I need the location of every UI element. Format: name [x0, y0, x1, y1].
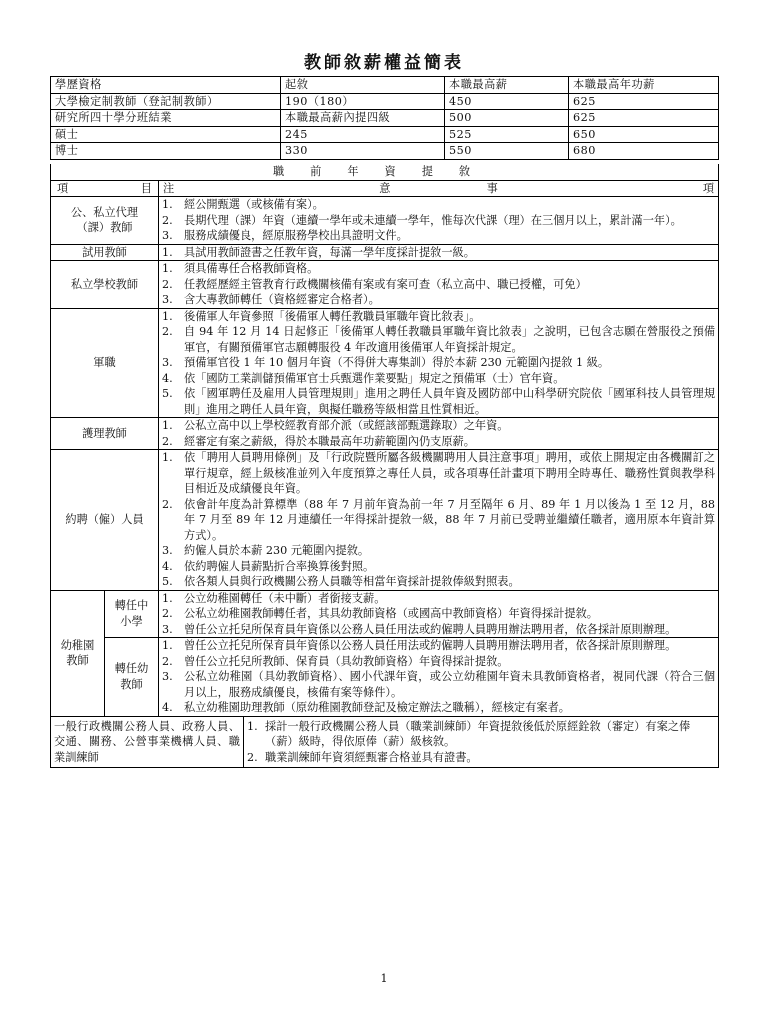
salary-row — [51, 110, 719, 127]
note-item — [162, 654, 715, 670]
note-item — [162, 292, 715, 308]
group-label: 公、私立代理（課）教師 — [51, 197, 159, 245]
note-number: 4. — [162, 559, 173, 573]
note-text: 服務成績優良，經原服務學校出具證明文件。 — [184, 229, 408, 242]
group-notes — [159, 450, 719, 591]
salary-row — [51, 126, 719, 143]
note-item — [162, 197, 715, 213]
col-note-right: 項 — [702, 181, 715, 195]
note-text: 自 94 年 12 月 14 日起修正「後備軍人轉任教職員軍職年資比敘表」之說明，已包含志願在營服役之預備軍官，有關預備軍官志願轉服役 4 年改適用後備軍人年資採計規定。 — [184, 325, 716, 354]
group-row — [51, 418, 719, 450]
kindergarten-label: 幼稚園教師 — [51, 590, 105, 716]
col-item-right: 目 — [140, 181, 152, 195]
note-text: 依約聘僱人員薪點折合率換算後對照。 — [184, 559, 375, 573]
note-list — [162, 309, 715, 418]
note-item — [162, 434, 715, 450]
note-text: 曾任公立托兒所教師、保育員（具幼教師資格）年資得採計提敘。 — [184, 654, 509, 668]
note-text: 公私立幼稚園教師轉任者，其具幼教師資格（或國高中教師資格）年資得採計提敘。 — [184, 607, 598, 620]
kindergarten-row — [51, 638, 719, 717]
col-note-mid2: 事 — [486, 181, 498, 195]
salary-cell: 625 — [569, 110, 719, 127]
note-number: 2. — [162, 654, 173, 668]
group-row — [51, 261, 719, 309]
col-note-mid1: 意 — [379, 181, 391, 195]
note-number: 4. — [162, 371, 173, 385]
group-notes — [159, 197, 719, 245]
note-number: 1. — [162, 451, 173, 464]
note-text: 依「國防工業訓儲預備軍官士兵甄選作業要點」規定之預備軍（士）官年資。 — [184, 371, 565, 385]
salary-row — [51, 143, 719, 160]
salary-header-row — [51, 77, 719, 94]
kindergarten-sub-label: 轉任幼教師 — [105, 638, 159, 717]
note-number: 1. — [247, 719, 258, 733]
note-item — [162, 309, 715, 325]
note-item — [162, 574, 715, 590]
note-text: 約僱人員於本薪 230 元範圍內提敘。 — [184, 544, 370, 557]
note-list — [162, 197, 715, 244]
prior-service-table — [50, 164, 719, 768]
note-item — [162, 261, 715, 277]
kindergarten-notes — [159, 590, 719, 638]
salary-cell: 550 — [445, 143, 569, 160]
note-number: 1. — [162, 245, 173, 259]
note-text: 曾任公立托兒所保育員年資係以公務人員任用法或約僱聘人員聘用辦法聘用者，依各採計原則辦理。 — [184, 622, 677, 636]
general-label: 一般行政機關公務人員、政務人員、交通、關務、公營事業機構人員、職業訓練師 — [51, 717, 244, 768]
note-number: 1. — [162, 591, 173, 605]
group-label: 私立學校教師 — [51, 261, 159, 309]
salary-cell: 大學檢定制教師（登記制教師） — [51, 93, 281, 110]
note-number: 2. — [162, 434, 173, 448]
note-text: 含大專教師轉任（資格經審定合格者）。 — [184, 293, 380, 306]
note-text: 採計一般行政機關公務人員（職業訓練師）年資提敘後低於原經銓敘（審定）有案之俸（薪）級時，得依原俸（薪）級核敘。 — [265, 719, 691, 748]
note-list — [162, 261, 715, 308]
salary-cell: 500 — [445, 110, 569, 127]
group-row — [51, 450, 719, 591]
note-text: 經審定有案之薪級，得於本職最高年功薪範圍內仍支原薪。 — [184, 434, 475, 448]
general-notes — [244, 717, 718, 768]
note-number: 1. — [162, 262, 173, 275]
note-number: 3. — [162, 622, 173, 636]
salary-cell: 碩士 — [51, 126, 281, 143]
salary-cell: 本職最高薪內提四級 — [281, 110, 445, 127]
note-text: 後備軍人年資參照「後備軍人轉任教職員軍職年資比敘表」。 — [184, 309, 481, 323]
note-item — [162, 700, 715, 716]
salary-header-cell: 起敘 — [281, 77, 445, 94]
general-cell — [51, 716, 719, 768]
page-title: 教師敘薪權益簡表 — [304, 53, 464, 73]
note-text: 依「聘用人員聘用條例」及「行政院暨所屬各級機關聘用人員注意事項」聘用，或依上開規定由各機關訂之單行規章，經上級核准並列入年度預算之專任人員，或各項專任計畫項下聘用全時專任、職務性質與教學科目相近及成績優良年資。 — [184, 451, 716, 495]
note-number: 5. — [162, 387, 173, 400]
group-row — [51, 197, 719, 245]
note-number: 2. — [162, 607, 173, 620]
note-item — [162, 450, 715, 497]
note-text: 曾任公立托兒所保育員年資係以公務人員任用法或約僱聘人員聘用辦法聘用者，依各採計原則辦理。 — [184, 639, 677, 652]
salary-header-cell: 本職最高薪 — [445, 77, 569, 94]
salary-cell: 680 — [569, 143, 719, 160]
note-item — [162, 213, 715, 229]
section-title: 職前年資提敘 — [272, 165, 497, 178]
salary-header-cell: 本職最高年功薪 — [569, 77, 719, 94]
salary-cell: 博士 — [51, 143, 281, 160]
note-item — [162, 669, 715, 700]
salary-header-cell: 學歷資格 — [51, 77, 281, 94]
general-note-item — [247, 719, 715, 750]
group-label: 約聘（僱）人員 — [51, 450, 159, 591]
note-text: 依各類人員與行政機關公務人員職等相當年資採計提敘俸級對照表。 — [184, 575, 520, 588]
page-number: 1 — [380, 972, 388, 985]
note-text: 私立幼稚園助理教師（原幼稚園教師登記及檢定辦法之職稱），經核定有案者。 — [184, 701, 570, 714]
note-item — [162, 386, 715, 417]
note-text: 公私立高中以上學校經教育部介派（或經該部甄選錄取）之年資。 — [184, 419, 509, 432]
note-item — [162, 228, 715, 244]
kindergarten-notes — [159, 638, 719, 717]
note-item — [162, 622, 715, 638]
note-text: 具試用教師證書之任教年資，每滿一學年度採計提敘一級。 — [184, 245, 475, 259]
note-text: 長期代理（課）年資（連續一學年或未連續一學年，惟每次代課（理）在三個月以上，累計滿一年）。 — [184, 213, 682, 227]
note-item — [162, 543, 715, 559]
general-inner — [51, 717, 718, 768]
note-list — [162, 591, 715, 638]
note-item — [162, 497, 715, 544]
note-item — [162, 591, 715, 607]
note-item — [162, 418, 715, 434]
group-label: 軍職 — [51, 308, 159, 418]
salary-cell: 245 — [281, 126, 445, 143]
note-item — [162, 559, 715, 575]
col-note-left: 注 — [163, 181, 175, 195]
note-text: 預備軍官役 1 年 10 個月年資（不得併大專集訓）得於本薪 230 元範圍內提敘 1 級。 — [184, 356, 610, 369]
group-row — [51, 244, 719, 261]
note-number: 2. — [247, 750, 258, 764]
note-number: 2. — [162, 213, 173, 227]
note-number: 5. — [162, 575, 173, 588]
note-item — [162, 371, 715, 387]
note-number: 2. — [162, 497, 173, 511]
group-notes — [159, 418, 719, 450]
group-notes — [159, 308, 719, 418]
note-list — [162, 418, 715, 449]
kindergarten-sub-label: 轉任中小學 — [105, 590, 159, 638]
note-item — [162, 324, 715, 355]
salary-row — [51, 93, 719, 110]
note-item — [162, 355, 715, 371]
note-text: 依會計年度為計算標準（88 年 7 月前年資為前一年 7 月至隔年 6 月、89 年 1 月以後為 1 至 12 月，88 年 7 月至 89 年 12 月連續任一年得採計提敘一級，88 年 7 月前已受聘並繼續任職者，適用原本年資計算方式）。 — [184, 497, 716, 542]
note-list — [162, 245, 715, 261]
note-number: 2. — [162, 277, 173, 291]
group-row — [51, 308, 719, 418]
column-header-row — [51, 180, 719, 197]
note-number: 3. — [162, 356, 173, 369]
general-row — [51, 716, 719, 768]
note-item — [162, 606, 715, 622]
kindergarten-row — [51, 590, 719, 638]
note-item — [162, 638, 715, 654]
note-number: 4. — [162, 701, 173, 714]
note-number: 3. — [162, 293, 173, 306]
salary-table — [50, 76, 719, 160]
note-number: 3. — [162, 229, 173, 242]
salary-cell: 650 — [569, 126, 719, 143]
note-number: 1. — [162, 419, 173, 432]
note-text: 公私立幼稚園（具幼教師資格）、國小代課年資，或公立幼稚園年資未具教師資格者，視同代課（符合三個月以上，服務成績優良，核備有案等條件）。 — [184, 670, 716, 699]
note-number: 1. — [162, 639, 173, 652]
note-text: 須具備專任合格教師資格。 — [184, 262, 319, 275]
note-text: 經公開甄選（或核備有案）。 — [184, 198, 324, 211]
note-text: 任教經歷經主管教育行政機關核備有案或有案可查（私立高中、職已授權，可免） — [184, 277, 587, 291]
note-item — [162, 245, 715, 261]
note-item — [162, 277, 715, 293]
general-note-item — [247, 750, 715, 766]
note-list — [162, 638, 715, 716]
salary-cell: 190（180） — [281, 93, 445, 110]
note-text: 公立幼稚園轉任（未中斷）者銜接支薪。 — [184, 591, 386, 605]
group-notes — [159, 261, 719, 309]
col-item-left: 項 — [57, 181, 69, 195]
note-number: 2. — [162, 325, 173, 338]
group-label: 護理教師 — [51, 418, 159, 450]
note-number: 1. — [162, 309, 173, 323]
note-number: 1. — [162, 198, 173, 211]
note-number: 3. — [162, 670, 173, 683]
salary-cell: 450 — [445, 93, 569, 110]
note-number: 3. — [162, 544, 173, 557]
group-label: 試用教師 — [51, 244, 159, 261]
group-notes — [159, 244, 719, 261]
salary-cell: 330 — [281, 143, 445, 160]
salary-cell: 研究所四十學分班結業 — [51, 110, 281, 127]
salary-cell: 525 — [445, 126, 569, 143]
note-list — [162, 450, 715, 590]
note-text: 職業訓練師年資須經甄審合格並具有證書。 — [265, 750, 478, 764]
salary-cell: 625 — [569, 93, 719, 110]
note-text: 依「國軍聘任及雇用人員管理規則」進用之聘任人員年資及國防部中山科學研究院依「國軍科技人員管理規則」進用之聘任人員年資，與擬任職務等級相當且性質相近。 — [184, 387, 716, 416]
